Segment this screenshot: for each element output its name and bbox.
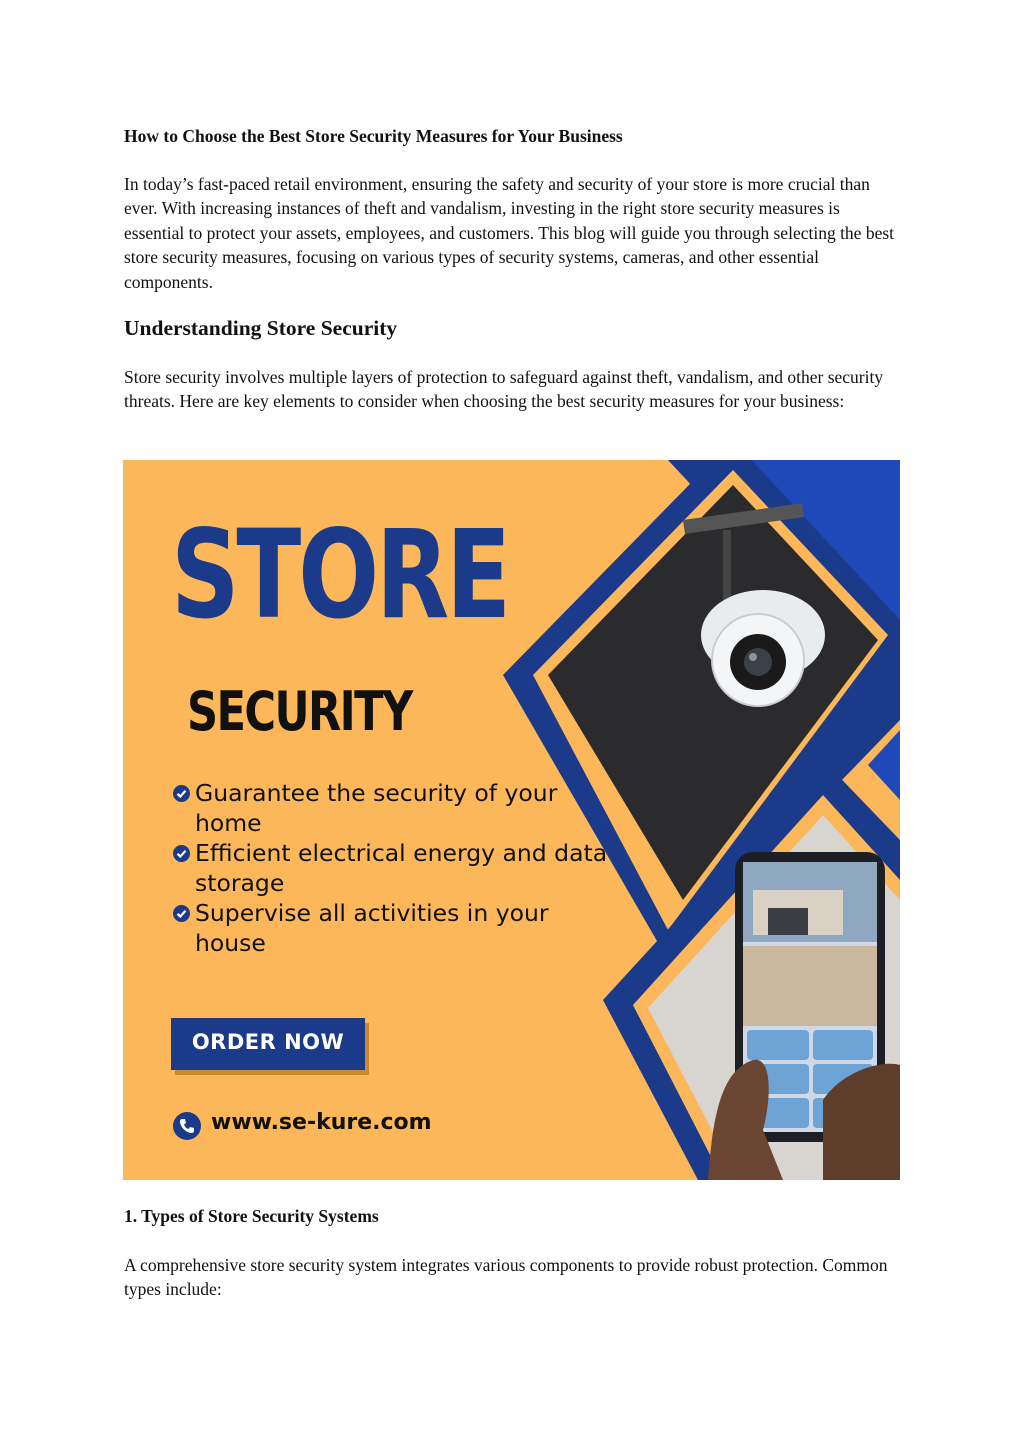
subsection-heading: 1. Types of Store Security Systems — [124, 1206, 379, 1226]
website-text: www.se-kure.com — [211, 1110, 432, 1135]
phone-hall-photo — [743, 946, 877, 1026]
section-heading: Understanding Store Security — [124, 316, 398, 340]
feature-item — [173, 838, 613, 898]
store-security-banner — [123, 460, 900, 1180]
phone-garage — [768, 908, 808, 935]
banner-headline: STORE — [171, 504, 509, 646]
intro-paragraph: In today’s fast-paced retail environment, ensuring the safety and security of your store is more crucial than ever. With increasing instances of theft and vandalism, investing in the right store security measures is essential to protect your assets, employees, and customers. This blog will guide you through selecting the best store security measures, focusing on various types of security systems, cameras, and other essential components. — [124, 174, 895, 292]
check-circle-icon — [173, 845, 190, 862]
camera-lens-glint — [749, 653, 757, 661]
tile-lighting — [747, 1030, 809, 1060]
feature-item — [173, 898, 613, 958]
feature-list — [173, 778, 613, 958]
feature-text: Efficient electrical energy and data storage — [195, 839, 608, 897]
banner-subheadline: SECURITY — [187, 680, 412, 743]
feature-text: Guarantee the security of your home — [195, 779, 558, 837]
phone-icon — [173, 1112, 201, 1140]
feature-item — [173, 778, 613, 838]
subsection-paragraph: A comprehensive store security system integrates various components to provide robust protection. Common types include: — [124, 1255, 888, 1300]
section-paragraph: Store security involves multiple layers of protection to safeguard against theft, vandalism, and other security threats. Here are key elements to consider when choosing the best security measures for your business: — [124, 367, 884, 412]
check-circle-icon — [173, 905, 190, 922]
feature-text: Supervise all activities in your house — [195, 899, 549, 957]
order-now-button[interactable] — [171, 1018, 365, 1070]
camera-lens — [744, 648, 772, 676]
article-title: How to Choose the Best Store Security Measures for Your Business — [124, 126, 623, 146]
check-circle-icon — [173, 785, 190, 802]
order-now-label: ORDER NOW — [191, 1030, 345, 1054]
tile-cameras — [813, 1030, 873, 1060]
